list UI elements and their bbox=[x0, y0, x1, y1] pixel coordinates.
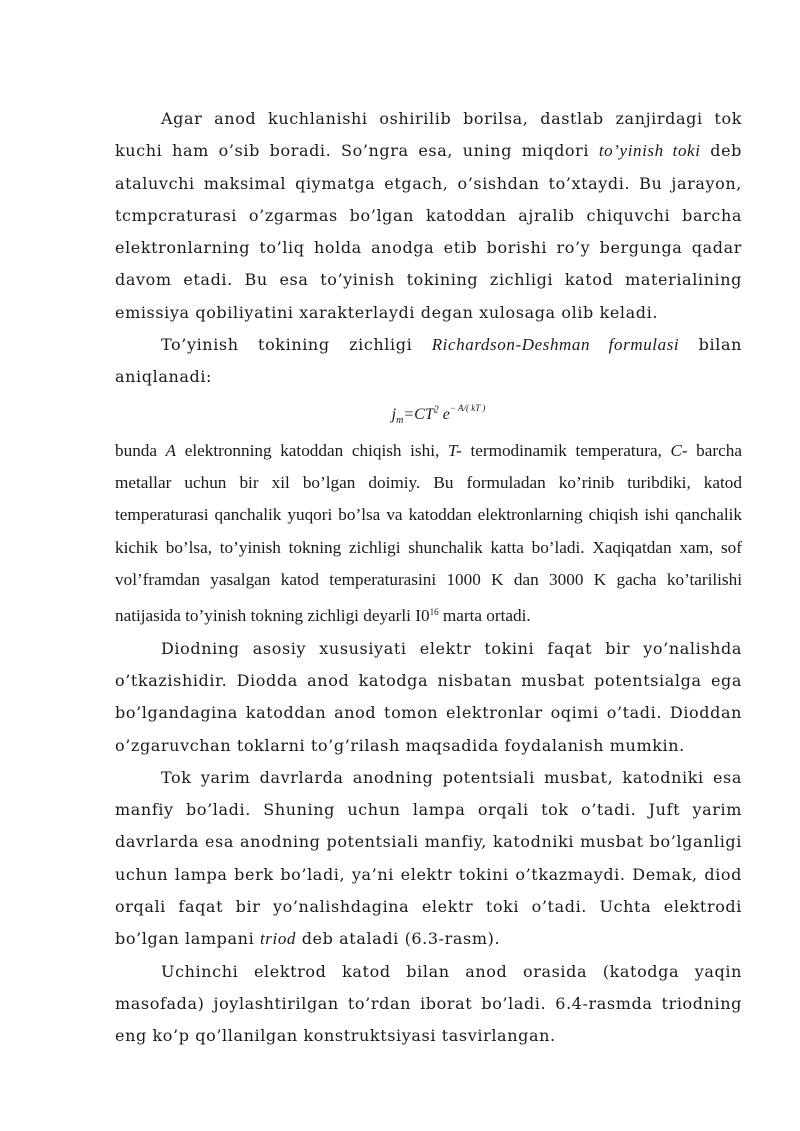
superscript-16: 16 bbox=[429, 607, 439, 618]
text: deb ataladi (6.3-rasm). bbox=[296, 929, 501, 949]
text: barcha metallar uchun bir xil bo’lgan doimiy. Bu formuladan ko’rinib turibdiki, katod temperaturasi qanchalik yuqori bo’lsa va katoddan elektronlarning chiqish ishi qanchalik kichik bo’lsa, to’yinish tokning zichligi shunchalik katta bo’ladi. Xaqiqatdan xam, sof vol’framdan yasalgan katod temperaturasini 1000 K dan 3000 K gacha ko’tarilishi natijasida to’yinish tokning zichligi deyarli I0 bbox=[115, 440, 742, 626]
text: elektronning katoddan chiqish ishi, bbox=[176, 440, 448, 460]
text: bilan aniqlanadi: bbox=[115, 335, 742, 387]
richardson-formula bbox=[115, 394, 742, 435]
text: deb ataluvchi maksimal qiymatga etgach, o’sishdan to’xtaydi. Bu jarayon, tcmpcraturasi o’zgarmas bo’lgan katoddan ajralib chiquvchi barcha elektronlarning to’liq holda anodga etib borishi ro’y bergunga qadar davom etadi. Bu esa to’yinish tokining zichligi katod materialining emissiya qobiliyatini xarakterlaydi degan xulosaga olib keladi. bbox=[115, 141, 742, 322]
paragraph-third-electrode: Uchinchi elektrod katod bilan anod orasida (katodga yaqin masofada) joylashtirilgan to’rdan iborat bo’ladi. 6.4-rasmda triodning eng ko’p qo’llanilgan konstruktsiyasi tasvirlangan. bbox=[115, 961, 742, 1046]
symbol-c: C- bbox=[670, 440, 688, 460]
symbol-a: A bbox=[165, 440, 177, 460]
text: Agar anod kuchlanishi oshirilib borilsa, dastlab zanjirdagi tok kuchi ham o’sib boradi. So’ngra esa, uning miqdori bbox=[115, 109, 742, 161]
text: To’yinish tokining zichligi bbox=[161, 335, 432, 355]
paragraph-saturation-current bbox=[115, 103, 742, 329]
text: marta ortadi. bbox=[438, 606, 531, 626]
term-triod: triod bbox=[259, 929, 297, 949]
formula-e: e bbox=[438, 405, 450, 423]
text: termodinamik temperatura, bbox=[461, 440, 671, 460]
symbol-t: T- bbox=[447, 440, 462, 460]
paragraph-richardson-intro bbox=[115, 329, 742, 394]
term-saturation-current: to’yinish toki bbox=[598, 141, 701, 161]
paragraph-formula-explanation bbox=[115, 435, 742, 633]
formula-exponent: − A/( kT ) bbox=[449, 402, 486, 413]
term-richardson-formula: Richardson-Deshman formulasi bbox=[431, 335, 680, 355]
formula-ct: =CT bbox=[403, 405, 434, 423]
text: bunda bbox=[115, 440, 166, 460]
document-page bbox=[115, 103, 742, 1053]
formula-sub-m: m bbox=[396, 414, 404, 426]
paragraph-diode-property: Diodning asosiy xususiyati elektr tokini faqat bir yo’nalishda o’tkazishidir. Diodda anod katodga nisbatan musbat potentsialga ega bo’lgandagina katoddan anod tomon elektronlar oqimi o’tadi. Dioddan o’zgaruvchan toklarni to’g’rilash maqsadida foydalanish mumkin. bbox=[115, 638, 742, 755]
paragraph-half-periods bbox=[115, 762, 742, 956]
formula-power: 2 bbox=[433, 404, 439, 416]
formula-j: j bbox=[391, 405, 397, 423]
text: Tok yarim davrlarda anodning potentsiali musbat, katodniki esa manfiy bo’ladi. Shuning uchun lampa orqali tok o’tadi. Juft yarim davrlarda esa anodning potentsiali manfiy, katodniki musbat bo’lganligi uchun lampa berk bo’ladi, ya’ni elektr tokini o’tkazmaydi. Demak, diod orqali faqat bir yo’nalishdagina elektr toki o’tadi. Uchta elektrodi bo’lgan lampani bbox=[115, 767, 742, 949]
